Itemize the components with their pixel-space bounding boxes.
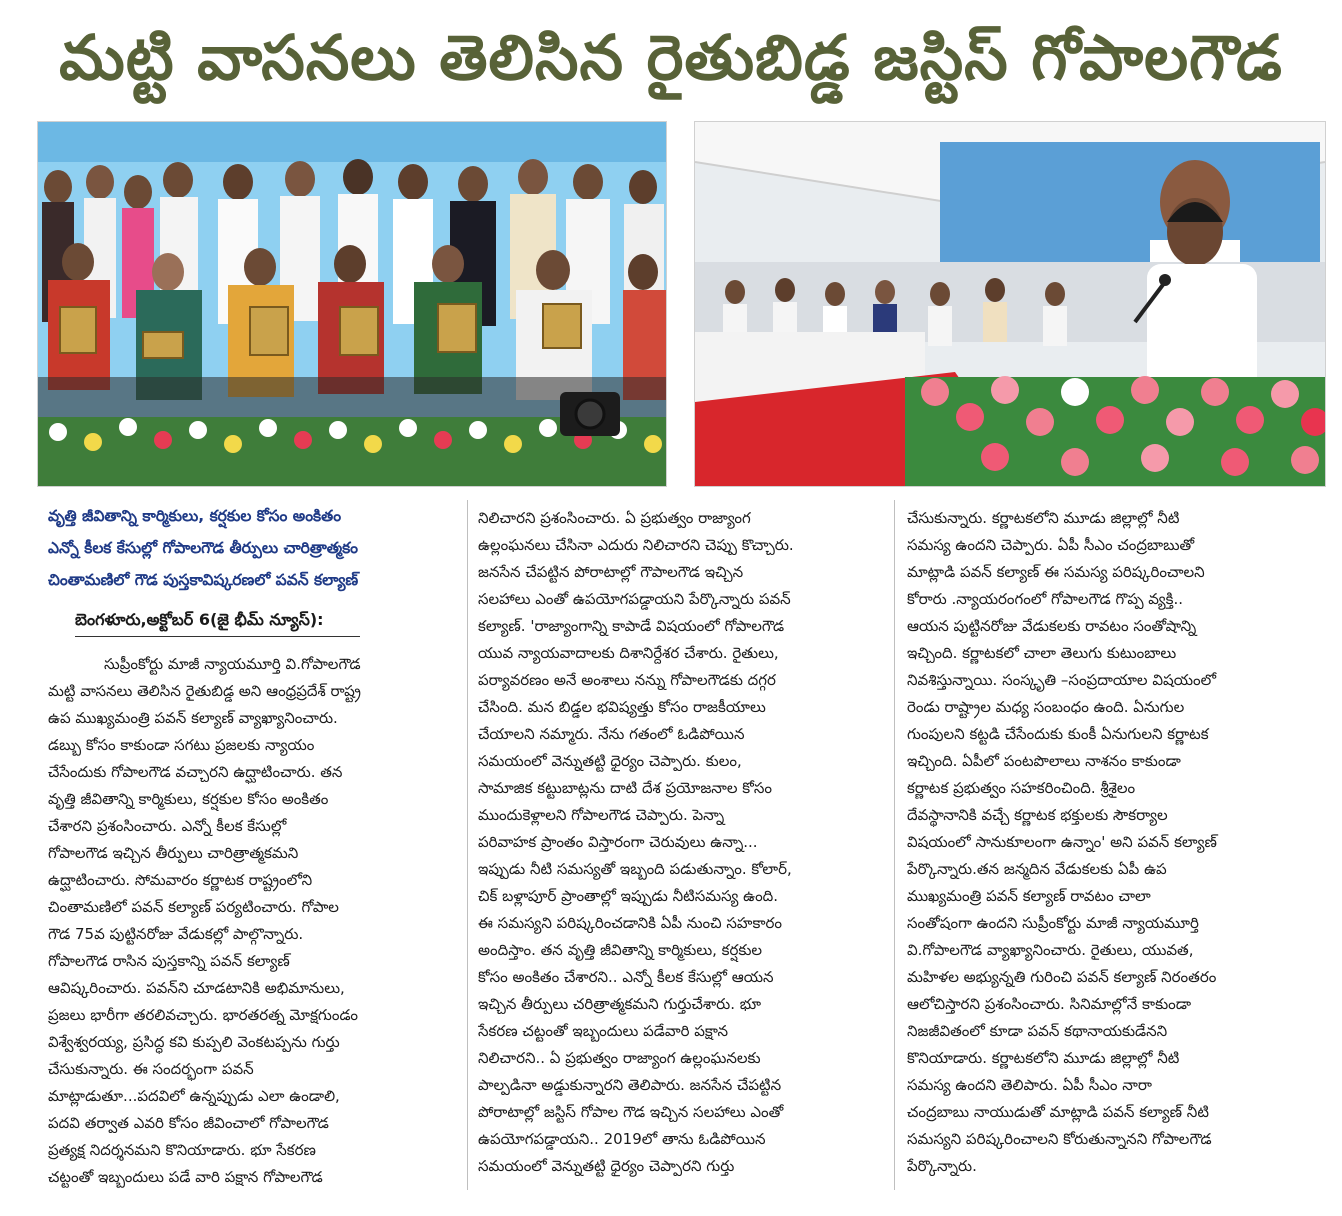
article-line: సామాజిక కట్టుబాట్లను దాటి దేశ ప్రయోజనాల కోసం [478, 779, 772, 797]
article-line: సలహాలు ఎంతో ఉపయోగపడ్డాయని పేర్కొన్నారు పవన్ [478, 590, 791, 608]
article-line: చేసుకున్నారు. ఈ సందర్భంగా పవన్ [48, 1060, 254, 1078]
headline: మట్టి వాసనలు తెలిసిన రైతుబిడ్డ జస్టిస్ గోపాలగౌడ [59, 21, 1283, 94]
article-line: రెండు రాష్ట్రాల మధ్య సంబంధం ఉంది. ఏనుగుల [907, 698, 1185, 716]
article-line: చిక్ బళ్లాపూర్ ప్రాంతాల్లో ఇప్పుడు నీటిసమస్య ఉంది. [478, 887, 779, 905]
article-line: ముందుకెళ్లాలని గోపాలగౌడ చెప్పారు. పెన్నా [478, 806, 725, 824]
speech-photo [694, 121, 1326, 487]
article-line: ఉద్ఘాటించారు. సోమవారం కర్ణాటక రాష్ట్రంలోని [48, 871, 313, 889]
award-ceremony-photo-illustration [38, 122, 666, 486]
column-divider [894, 500, 895, 1190]
subheadline [48, 500, 458, 596]
article-line: సేకరణ చట్టంతో ఇబ్బందులు పడేవారి పక్షాన [478, 1022, 728, 1040]
article-line: ముఖ్యమంత్రి పవన్ కల్యాణ్ రావటం చాలా [907, 887, 1151, 905]
article-line: ప్రత్యక్ష నిదర్శనమని కొనియాడారు. భూ సేకరణ [48, 1141, 316, 1159]
article-line: పేర్కొన్నారు.తన జన్మదిన వేడుకలకు ఏపీ ఉప [907, 860, 1167, 878]
article-line: ఇచ్చింది. కర్ణాటకలో చాలా తెలుగు కుటుంబాలు [907, 644, 1177, 662]
article-line: చేసింది. మన బిడ్డల భవిష్యత్తు కోసం రాజకీయాలు [478, 698, 766, 716]
article-line: విషయంలో సానుకూలంగా ఉన్నాం' అని పవన్ కల్యాణ్ [907, 833, 1217, 851]
article-line: మట్టి వాసనలు తెలిసిన రైతుబిడ్డ అని ఆంధ్రప్రదేశ్ రాష్ట్ర [48, 682, 361, 700]
article-line: సమయంలో వెన్నుతట్టి ధైర్యం చెప్పారు. కులం, [478, 752, 742, 770]
article-line: ఆయన పుట్టినరోజు వేడుకలకు రావటం సంతోషాన్ని [907, 617, 1197, 635]
camera-icon [560, 392, 620, 436]
article-line: మాట్లాడి పవన్ కల్యాణ్ ఈ సమస్య పరిష్కరించాలని [907, 563, 1205, 581]
article-line: చింతామణిలో పవన్ కల్యాణ్ పర్యటించారు. గోపాల [48, 898, 339, 916]
article-line: చేశారని ప్రశంసించారు. ఎన్నో కీలక కేసుల్లో [48, 817, 287, 835]
subheadline-line: వృత్తి జీవితాన్ని కార్మికులు, కర్షకుల కోసం అంకితం [48, 507, 342, 525]
dateline: బెంగళూరు,అక్టోబర్ 6(జై భీమ్ న్యూస్): [75, 610, 324, 629]
article-line: ఈ సమస్యని పరిష్కరించడానికి ఏపీ నుంచి సహకారం [478, 914, 783, 932]
subheadline-line: చింతామణిలో గౌడ పుస్తకావిష్కరణలో పవన్ కల్యాణ్ [48, 571, 359, 589]
article-line: ఇప్పుడు నీటి సమస్యతో ఇబ్బంది పడుతున్నాం. కోలార్, [478, 860, 792, 878]
article-line: ఉప ముఖ్యమంత్రి పవన్ కల్యాణ్ వ్యాఖ్యానించారు. [48, 709, 338, 727]
award-ceremony-photo [37, 121, 667, 487]
article-line: జనసేన చేపట్టిన పోరాటాల్లో గౌపాలగౌడ ఇచ్చిన [478, 563, 744, 581]
article-line: వి.గోపాలగౌడ వ్యాఖ్యానించారు. రైతులు, యువత, [907, 941, 1194, 959]
article-line: చట్టంతో ఇబ్బందులు పడే వారి పక్షాన గోపాలగౌడ [48, 1168, 323, 1186]
article-line: గౌడ 75వ పుట్టినరోజు వేడుకల్లో పాల్గొన్నారు. [48, 925, 304, 943]
article-line: ఉపయోగపడ్డాయని.. 2019లో తాను ఓడిపోయిన [478, 1130, 766, 1148]
article-line: పర్యావరణం అనే అంశాలు నన్ను గోపాలగౌడకు దగ్గర [478, 671, 776, 689]
article-line: నిలిచారని.. ఏ ప్రభుత్వం రాజ్యాంగ ఉల్లంఘనలకు [478, 1049, 761, 1067]
article-line: గోపాలగౌడ ఇచ్చిన తీర్పులు చారిత్రాత్మకమని [48, 844, 299, 862]
article-line: కొనియాడారు. కర్ణాటకలోని మూడు జిల్లాల్లో నీటి [907, 1049, 1180, 1067]
column-divider [467, 500, 468, 1190]
article-column-2 [478, 505, 882, 1180]
article-line: కర్ణాటక ప్రభుత్వం సహకరించింది. శ్రీశైలం [907, 779, 1136, 797]
article-line: పోరాటాల్లో జస్టిస్ గోపాల గౌడ ఇచ్చిన సలహాలు ఎంతో [478, 1103, 784, 1121]
article-line: డబ్బు కోసం కాకుండా సగటు ప్రజలకు న్యాయం [48, 736, 315, 754]
article-line: సమయంలో వెన్నుతట్టి ధైర్యం చెప్పారని గుర్తు [478, 1157, 735, 1175]
article-line: పేర్కొన్నారు. [907, 1157, 977, 1175]
article-line: ఉల్లంఘనలు చేసినా ఎదురు నిలిచారని చెప్పు కొచ్చారు. [478, 536, 794, 554]
article-line: కోరారు .న్యాయరంగంలో గోపాలగౌడ గొప్ప వ్యక్తి.. [907, 590, 1184, 608]
article-line: మహిళల అభ్యున్నతి గురించి పవన్ కల్యాణ్ నిరంతరం [907, 968, 1217, 986]
dateline-underline [75, 636, 360, 637]
article-line: గోపాలగౌడ రాసిన పుస్తకాన్ని పవన్ కల్యాణ్ [48, 952, 290, 970]
article-line: సుప్రీంకోర్టు మాజీ న్యాయమూర్తి వి.గోపాలగౌడ [104, 655, 361, 673]
article-line: చంద్రబాబు నాయుడుతో మాట్లాడి పవన్ కల్యాణ్ నీటి [907, 1103, 1209, 1121]
article-line: సంతోషంగా ఉందని సుప్రీంకోర్టు మాజీ న్యాయమూర్తి [907, 914, 1199, 932]
article-line: దేవస్థానానికి వచ్చే కర్ణాటక భక్తులకు సౌకర్యాల [907, 806, 1168, 824]
article-line: ఇచ్చిన తీర్పులు చరిత్రాత్మకమని గుర్తుచేశారు. భూ [478, 995, 762, 1013]
article-line: చేసేందుకు గోపాలగౌడ వచ్చారని ఉద్ఘాటించారు. తన [48, 763, 343, 781]
article-line: ఆవిష్కరించారు. పవన్‌ని చూడటానికి అభిమానులు, [48, 979, 345, 997]
article-line: నిజజీవితంలో కూడా పవన్ కథానాయకుడేనని [907, 1022, 1168, 1040]
article-line: విశ్వేశ్వరయ్య, ప్రసిద్ధ కవి కుప్పలి వెంకటప్పను గుర్తు [48, 1033, 340, 1051]
article-column-3 [907, 505, 1311, 1180]
backdrop-banner [38, 122, 666, 162]
article-line: కోసం అంకితం చేశారని.. ఎన్నో కీలక కేసుల్లో ఆయన [478, 968, 774, 986]
article-line: పదవి తర్వాత ఎవరి కోసం జీవించాలో గోపాలగౌడ [48, 1114, 329, 1132]
article-line: సమస్య ఉందని చెప్పారు. ఏపీ సీఎం చంద్రబాబుతో [907, 536, 1195, 554]
article-line: నిలిచారని ప్రశంసించారు. ఏ ప్రభుత్వం రాజ్యాంగ [478, 509, 751, 527]
article-line: ఇచ్చింది. ఏపీలో పంటపొలాలు నాశనం కాకుండా [907, 752, 1181, 770]
subheadline-line: ఎన్నో కీలక కేసుల్లో గోపాలగౌడ తీర్పులు చారిత్రాత్మకం [48, 539, 359, 557]
article-line: ఆలోచిస్తారని ప్రశంసించారు. సినిమాల్లోనే కాకుండా [907, 995, 1192, 1013]
article-column-1 [48, 651, 456, 1191]
article-line: నివశిస్తున్నాయి. సంస్కృతి –సంప్రదాయాల విషయంలో [907, 671, 1217, 689]
article-line: సమస్యని పరిష్కరించాలని కోరుతున్నానని గోపాలగౌడ [907, 1130, 1212, 1148]
article-line: గుంపులని కట్టడి చేసేందుకు కుంకీ ఏనుగులని కర్ణాటక [907, 725, 1209, 743]
article-line: యువ న్యాయవాదాలకు దిశానిర్దేశర చేశారు. రైతులు, [478, 644, 779, 662]
article-line: మాట్లాడుతూ...పదవిలో ఉన్నప్పుడు ఎలా ఉండాలి, [48, 1087, 340, 1105]
article-line: కల్యాణ్. 'రాజ్యాంగాన్ని కాపాడే విషయంలో గోపాలగౌడ [478, 617, 785, 635]
flower-bed [905, 376, 1325, 486]
article-line: పాల్పడినా అడ్డుకున్నారని తెలిపారు. జనసేన చేపట్టిన [478, 1076, 782, 1094]
article-line: చేసుకున్నారు. కర్ణాటకలోని మూడు జిల్లాల్లో నీటి [907, 509, 1180, 527]
article-line: పరివాహక ప్రాంతం విస్తారంగా చెరువులు ఉన్నా... [478, 833, 758, 851]
article-line: చేయాలని నమ్మారు. నేను గతంలో ఓడిపోయిన [478, 725, 745, 743]
article-line: వృత్తి జీవితాన్ని కార్మికులు, కర్షకుల కోసం అంకితం [48, 790, 329, 808]
article-line: సమస్య ఉందని తెలిపారు. ఏపీ సీఎం నారా [907, 1076, 1152, 1094]
speech-photo-illustration [695, 122, 1325, 486]
article-line: అందిస్తాం. తన వృత్తి జీవితాన్ని కార్మికులు, కర్షకుల [478, 941, 763, 959]
article-line: ప్రజలు భారీగా తరలివచ్చారు. భారతరత్న మోక్షగుండం [48, 1006, 358, 1024]
